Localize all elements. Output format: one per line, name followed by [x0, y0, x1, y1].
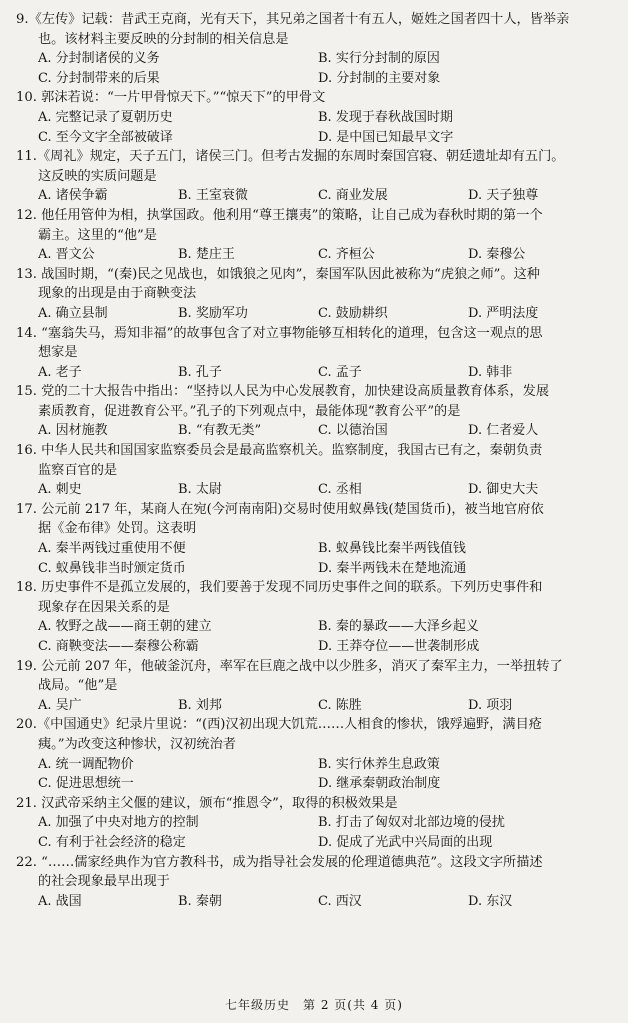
answer-option: A. 诸侯争霸 [38, 188, 108, 204]
options-group [16, 892, 616, 912]
question-block [16, 324, 616, 383]
answer-option: B. 蚁鼻钱比秦半两钱值钱 [318, 541, 466, 557]
answer-option: C. 商鞅变法——秦穆公称霸 [38, 639, 199, 654]
answer-option: D. 分封制的主要对象 [318, 70, 441, 86]
answer-option: D. 御史大夫 [468, 482, 539, 498]
answer-option: B. 秦的暴政——大泽乡起义 [318, 619, 479, 635]
options-group [16, 539, 616, 578]
options-group [16, 304, 616, 324]
answer-option: C. 西汉 [318, 893, 362, 909]
answer-option: D. 继承秦朝政治制度 [318, 776, 441, 792]
answer-option: A. 完整记录了夏朝历史 [38, 109, 173, 125]
answer-option: D. 天子独尊 [468, 188, 539, 204]
options-group [16, 363, 616, 383]
answer-option: C. 分封制带来的后果 [38, 70, 160, 86]
page-footer: 七年级历史 第 2 页(共 4 页) [225, 998, 403, 1012]
question-text: 的社会现象最早出现于 [38, 874, 170, 890]
options-group [16, 813, 616, 852]
answer-option: A. 吴广 [38, 697, 82, 713]
question-text: 痍。”为改变这种惨状，汉初统治者 [38, 736, 236, 752]
options-group [16, 245, 616, 265]
answer-option: B. 实行休养生息政策 [318, 756, 440, 772]
question-text: 霸主。这里的“他”是 [38, 227, 157, 243]
options-group [16, 49, 616, 88]
answer-option: B. 孔子 [178, 364, 222, 380]
answer-option: D. 仁者爱人 [468, 423, 539, 439]
answer-option: B. 实行分封制的原因 [318, 51, 440, 67]
answer-option: C. 丞相 [318, 482, 362, 498]
answer-option: C. 至今文字全部被破译 [38, 129, 173, 145]
answer-option: A. 加强了中央对地方的控制 [38, 815, 199, 831]
answer-option: D. 严明法度 [468, 305, 539, 321]
question-block [16, 382, 616, 441]
answer-option: B. “有教无类” [178, 423, 262, 439]
question-text: 15. 党的二十大报告中指出：“坚持以人民为中心发展教育，加快建设高质量教育体系，发展 [16, 384, 550, 400]
answer-option: A. 统一调配物价 [38, 756, 134, 772]
answer-option: A. 老子 [38, 364, 82, 380]
question-block [16, 578, 616, 656]
answer-option: C. 商业发展 [318, 188, 388, 204]
question-block [16, 853, 616, 912]
question-block [16, 206, 616, 265]
question-text: 现象存在因果关系的是 [38, 599, 170, 615]
answer-option: B. 太尉 [178, 482, 222, 498]
answer-option: C. 齐桓公 [318, 247, 375, 263]
answer-option: A. 分封制诸侯的义务 [38, 51, 160, 67]
answer-option: D. 项羽 [468, 697, 513, 713]
answer-option: B. 发现于春秋战国时期 [318, 109, 453, 125]
answer-option: A. 秦半两钱过重使用不便 [38, 541, 186, 557]
question-text: 10. 郭沫若说：“一片甲骨惊天下。”“惊天下”的甲骨文 [16, 90, 326, 106]
answer-option: B. 秦朝 [178, 893, 222, 909]
question-block [16, 441, 616, 500]
answer-option: B. 奖励军功 [178, 305, 248, 321]
answer-option: D. 韩非 [468, 364, 513, 380]
options-group [16, 186, 616, 206]
question-block [16, 715, 616, 793]
question-text: 现象的出现是由于商鞅变法 [38, 286, 197, 302]
answer-option: A. 因材施教 [38, 423, 108, 439]
answer-option: B. 楚庄王 [178, 247, 235, 263]
question-text: 17. 公元前 217 年，某商人在宛(今河南南阳)交易时使用蚁鼻钱(楚国货币)，被当地官府依 [16, 501, 544, 517]
question-text: 21. 汉武帝采纳主父偃的建议，颁布“推恩令”，取得的积极效果是 [16, 795, 398, 811]
answer-option: B. 王室衰微 [178, 188, 248, 204]
answer-option: C. 有利于社会经济的稳定 [38, 834, 186, 850]
question-text: 18. 历史事件不是孤立发展的，我们要善于发现不同历史事件之间的联系。下列历史事件和 [16, 580, 543, 596]
question-block [16, 794, 616, 853]
question-text: 9.《左传》记载：昔武王克商，光有天下，其兄弟之国者十有五人，姬姓之国者四十人，皆举亲 [16, 12, 570, 27]
question-text: 想家是 [38, 345, 78, 361]
options-group [16, 108, 616, 147]
question-block [16, 657, 616, 716]
options-group [16, 617, 616, 656]
answer-option: A. 战国 [38, 893, 82, 909]
question-text: 16. 中华人民共和国国家监察委员会是最高监察机关。监察制度，我国古已有之，秦朝负责 [16, 443, 543, 459]
question-text: 20.《中国通史》纪录片里说：“(西)汉初出现大饥荒……人相食的惨状，饿殍遍野，满目疮 [16, 717, 542, 733]
question-block [16, 147, 616, 206]
question-text: 也。该材料主要反映的分封制的相关信息是 [38, 31, 289, 47]
options-group [16, 480, 616, 500]
answer-option: C. 孟子 [318, 364, 362, 380]
question-text: 战局。“他”是 [38, 678, 118, 694]
answer-option: C. 以德治国 [318, 423, 388, 439]
question-block [16, 10, 616, 88]
answer-option: C. 陈胜 [318, 697, 362, 713]
question-text: 12. 他任用管仲为相，执掌国政。他利用“尊王攘夷”的策略，让自己成为春秋时期的第一个 [16, 207, 543, 223]
answer-option: D. 促成了光武中兴局面的出现 [318, 834, 493, 850]
question-block [16, 265, 616, 324]
answer-option: C. 蚁鼻钱非当时颁定货币 [38, 560, 186, 576]
question-text: 这反映的实质问题是 [38, 168, 157, 184]
options-group [16, 421, 616, 441]
answer-option: B. 刘邦 [178, 697, 222, 713]
answer-option: B. 打击了匈奴对北部边境的侵扰 [318, 815, 505, 831]
question-text: 13. 战国时期，“(秦)民之见战也，如饿狼之见肉”，秦国军队因此被称为“虎狼之师”。这种 [16, 266, 540, 282]
answer-option: D. 东汉 [468, 893, 513, 909]
question-text: 11.《周礼》规定，天子五门，诸侯三门。但考古发掘的东周时秦国宫寝、朝廷遗址却有五门。 [16, 149, 565, 165]
answer-option: D. 王莽夺位——世袭制形成 [318, 639, 480, 654]
answer-option: A. 确立县制 [38, 305, 108, 321]
answer-option: C. 促进思想统一 [38, 776, 134, 792]
question-block [16, 88, 616, 147]
answer-option: A. 牧野之战——商王朝的建立 [38, 619, 212, 635]
options-group [16, 755, 616, 794]
question-text: 监察百官的是 [38, 462, 118, 478]
answer-option: A. 晋文公 [38, 247, 95, 263]
answer-option: D. 是中国已知最早文字 [318, 129, 454, 145]
question-text: 据《金布律》处罚。这表明 [38, 521, 197, 537]
question-block [16, 500, 616, 578]
question-text: 14. “塞翁失马，焉知非福”的故事包含了对立事物能够互相转化的道理，包含这一观点的思 [16, 325, 543, 341]
answer-option: A. 刺史 [38, 482, 82, 498]
options-group [16, 696, 616, 716]
answer-option: D. 秦穆公 [468, 247, 526, 263]
exam-page [16, 10, 616, 1010]
question-text: 素质教育，促进教育公平。”孔子的下列观点中，最能体现“教育公平”的是 [38, 403, 461, 419]
question-text: 19. 公元前 207 年，他破釜沉舟，率军在巨鹿之战中以少胜多，消灭了秦军主力，一举扭转了 [16, 658, 563, 674]
answer-option: C. 鼓励耕织 [318, 305, 388, 321]
question-text: 22. “……儒家经典作为官方教科书，成为指导社会发展的伦理道德典范”。这段文字所描述 [16, 854, 543, 870]
answer-option: D. 秦半两钱未在楚地流通 [318, 560, 467, 576]
